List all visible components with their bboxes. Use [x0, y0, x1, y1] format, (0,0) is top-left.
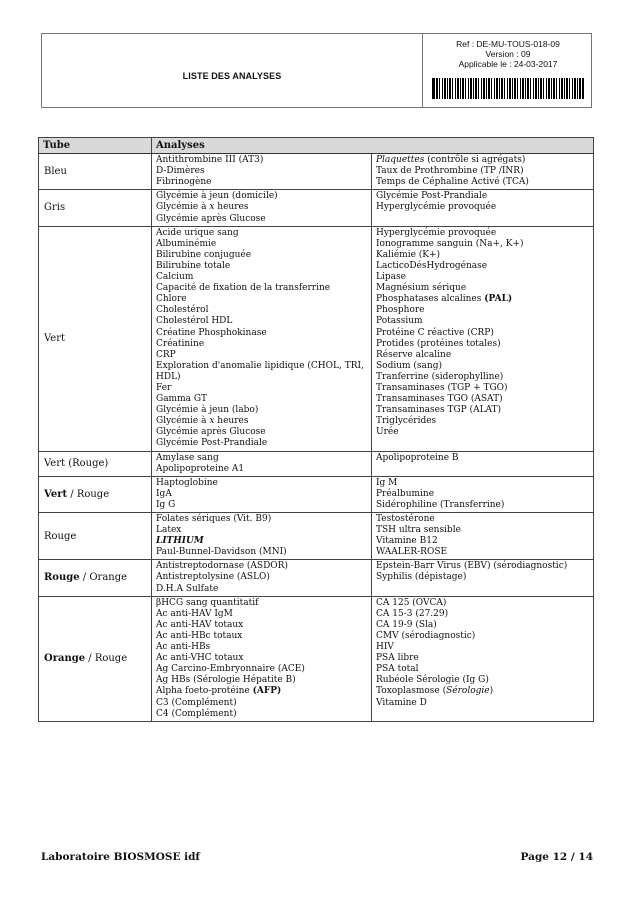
analysis-item: Phosphore: [376, 305, 425, 316]
analysis-item: Ionogramme sanguin (Na+, K+): [376, 238, 524, 249]
barcode-image: [432, 78, 584, 99]
analysis-item: LITHIUM: [156, 536, 204, 547]
analysis-item: Cholestérol HDL: [156, 316, 233, 327]
analysis-item: Bilirubine conjuguée: [156, 249, 252, 260]
analysis-item: Ac anti-VHC totaux: [156, 653, 244, 664]
table-row: [39, 513, 594, 560]
analysis-item: Ag HBs (Sérologie Hépatite B): [156, 675, 296, 686]
analysis-item: Taux de Prothrombine (TP /INR): [376, 166, 524, 177]
analysis-item: HIV: [376, 642, 394, 653]
analysis-item: Alpha foeto-protéine (AFP): [156, 686, 282, 697]
analysis-item: Gamma GT: [156, 394, 208, 405]
analysis-item: LacticoDésHydrogénase: [376, 260, 488, 271]
analysis-item-emphasis: [376, 155, 525, 165]
analysis-item: Cholestérol: [156, 305, 209, 316]
analysis-item: βHCG sang quantitatif: [156, 597, 259, 608]
laboratory-name: Laboratoire BIOSMOSE idf: [41, 851, 200, 863]
tube-primary: Rouge: [44, 572, 80, 584]
analyses-cell-left: [152, 190, 372, 226]
analysis-item: Amylase sang: [156, 452, 219, 463]
analysis-item: Albuminémie: [156, 238, 217, 249]
analysis-item: Acide urique sang: [156, 227, 239, 238]
analysis-item: Epstein-Barr Virus (EBV) (sérodiagnostic): [376, 561, 568, 572]
analysis-item: Protides (protéines totales): [376, 338, 501, 349]
table-row: [39, 476, 594, 512]
reference-number: Ref : DE-MU-TOUS-018-09: [456, 39, 560, 49]
analysis-item: Ac anti-HBs: [156, 642, 211, 653]
analysis-item: Vitamine D: [376, 697, 427, 708]
analyses-cell-right: [372, 476, 594, 512]
analyses-cell-right: [372, 560, 594, 596]
analysis-item: C3 (Complément): [156, 697, 237, 708]
analysis-item: Syphilis (dépistage): [376, 572, 467, 583]
tube-cell: Vert (Rouge): [39, 451, 152, 476]
analysis-item: Hyperglycémie provoquée: [376, 227, 497, 238]
tube-primary: Orange: [44, 653, 86, 665]
analysis-item: Exploration d'anomalie lipidique (CHOL, TRI,: [156, 360, 364, 371]
analysis-item: Chlore: [156, 294, 187, 305]
analyses-table: [38, 137, 594, 722]
analysis-item: Fibrinogène: [156, 177, 212, 188]
analysis-item: Ac anti-HAV IgM: [156, 608, 233, 619]
table-row: [39, 154, 594, 190]
analysis-item: CA 125 (OVCA): [376, 597, 447, 608]
analysis-item: Temps de Céphaline Activé (TCA): [376, 177, 529, 188]
analysis-item-emphasis: x: [209, 416, 215, 427]
analysis-item: WAALER-ROSE: [376, 547, 448, 558]
analysis-item: Glycémie après Glucose: [156, 213, 266, 224]
analysis-item: Glycémie à x heures: [156, 416, 249, 427]
analysis-item: IgA: [156, 488, 172, 499]
analysis-item: Bilirubine totale: [156, 260, 231, 271]
analyses-cell-left: [152, 560, 372, 596]
analysis-item: Préalbumine: [376, 488, 435, 499]
table-row: [39, 226, 594, 451]
analysis-item: Ag Carcino-Embryonnaire (ACE): [156, 664, 305, 675]
analysis-item: CMV (sérodiagnostic): [376, 630, 476, 641]
analysis-item: Créatinine: [156, 338, 205, 349]
table-row: [39, 451, 594, 476]
analyses-cell-left: [152, 451, 372, 476]
document-title: LISTE DES ANALYSES: [182, 70, 282, 81]
analysis-item: Glycémie à x heures: [156, 202, 249, 213]
tube-primary: Vert: [44, 488, 68, 500]
analysis-item: Folates sériques (Vit. B9): [156, 514, 272, 524]
analysis-item: Paul-Bunnel-Davidson (MNI): [156, 547, 287, 558]
analysis-item: Testostérone: [376, 514, 435, 524]
column-header-tube: Tube: [39, 138, 152, 154]
analysis-item: Apolipoproteine B: [376, 452, 459, 463]
analysis-item: CRP: [156, 349, 176, 360]
analyses-cell-right: [372, 190, 594, 226]
analysis-item: Antistreptodornase (ASDOR): [156, 561, 288, 572]
tube-cell: Gris: [39, 190, 152, 226]
table-row: [39, 596, 594, 721]
analysis-item: Réserve alcaline: [376, 349, 452, 360]
analysis-item: Potassium: [376, 316, 423, 327]
analyses-cell-right: [372, 154, 594, 190]
analysis-item: Antithrombine III (AT3): [156, 155, 264, 166]
analysis-item: Triglycérides: [376, 416, 437, 427]
analysis-item: Magnésium sérique: [376, 283, 467, 294]
analysis-item: Ac anti-HAV totaux: [156, 619, 244, 630]
analysis-item: Ig M: [376, 477, 398, 488]
analysis-item: Transaminases (TGP + TGO): [376, 382, 508, 393]
analysis-item: Toxoplasmose (Sérologie): [376, 686, 494, 697]
analysis-item: Haptoglobine: [156, 477, 218, 488]
analysis-item: Glycémie après Glucose: [156, 427, 266, 438]
analysis-item: Rubéole Sérologie (Ig G): [376, 675, 489, 686]
table-row: [39, 190, 594, 226]
analysis-item-emphasis-word: Plaquettes: [376, 155, 425, 166]
analysis-item: Transaminases TGP (ALAT): [376, 405, 502, 416]
analysis-item: Transaminases TGO (ASAT): [376, 394, 503, 405]
analysis-item: Latex: [156, 525, 182, 536]
analysis-item: Kaliémie (K+): [376, 249, 441, 260]
analysis-item: Glycémie Post-Prandiale: [376, 191, 488, 202]
tube-cell: [39, 560, 152, 596]
analysis-item: CA 19-9 (Sla): [376, 619, 437, 630]
analysis-item: Ac anti-HBc totaux: [156, 630, 243, 641]
analysis-item: Sodium (sang): [376, 360, 442, 371]
analysis-item: PSA total: [376, 664, 419, 675]
analysis-item: Protéine C réactive (CRP): [376, 327, 494, 338]
analysis-item-rest: (contrôle si agrégats): [424, 155, 526, 166]
analyses-cell-left: [152, 513, 372, 560]
applicable-date: Applicable le : 24-03-2017: [458, 59, 558, 69]
tube-cell: [39, 476, 152, 512]
analysis-item: Glycémie à jeun (domicile): [156, 191, 278, 202]
analysis-item: Calcium: [156, 272, 194, 283]
analyses-cell-right: [372, 513, 594, 560]
analysis-item: PSA libre: [376, 653, 419, 664]
version-number: Version : 09: [485, 49, 531, 59]
tube-cell: Vert: [39, 226, 152, 451]
analysis-item: D.H.A Sulfate: [156, 583, 219, 594]
analysis-item: Phosphatases alcalines (PAL): [376, 294, 513, 305]
tube-secondary: / Rouge: [67, 488, 110, 500]
table-header-row: [39, 138, 594, 154]
analyses-cell-left: [152, 476, 372, 512]
tube-secondary: / Orange: [79, 572, 128, 584]
tube-secondary: / Rouge: [85, 653, 128, 665]
analysis-item: C4 (Complément): [156, 708, 237, 719]
analysis-item: Antistreptolysine (ASLO): [156, 572, 270, 583]
analysis-item: Lipase: [376, 272, 406, 283]
document-header: [41, 33, 592, 108]
table-row: [39, 560, 594, 596]
analyses-cell-right: [372, 451, 594, 476]
analysis-item-emphasis: (PAL): [484, 294, 513, 305]
analyses-cell-left: [152, 596, 372, 721]
tube-cell: [39, 596, 152, 721]
analysis-item: Glycémie à jeun (labo): [156, 405, 259, 416]
analysis-item: Ig G: [156, 499, 176, 510]
analysis-item: D-Dimères: [156, 166, 205, 177]
column-header-analyses: Analyses: [152, 138, 594, 154]
analysis-item: Créatine Phosphokinase: [156, 327, 267, 338]
analyses-cell-left: [152, 154, 372, 190]
analysis-item: [376, 155, 590, 166]
analysis-item-emphasis: x: [209, 202, 215, 213]
analysis-item: Sidérophiline (Transferrine): [376, 499, 505, 510]
document-reference-block: [422, 34, 593, 107]
page-number: Page 12 / 14: [520, 851, 593, 863]
tube-cell: Bleu: [39, 154, 152, 190]
analysis-item: Tranferrine (siderophylline): [376, 371, 504, 382]
analysis-item: Capacité de fixation de la transferrine: [156, 283, 331, 294]
analysis-item: Glycémie Post-Prandiale: [156, 438, 268, 449]
analysis-item: Vitamine B12: [376, 536, 438, 547]
analysis-item: CA 15-3 (27.29): [376, 608, 449, 619]
analysis-item: TSH ultra sensible: [376, 525, 461, 536]
analysis-item: Hyperglycémie provoquée: [376, 202, 497, 213]
analysis-item-emphasis: Sérologie: [446, 686, 490, 697]
analysis-item: Fer: [156, 382, 172, 393]
analysis-item: HDL): [156, 371, 181, 382]
analysis-item: Apolipoproteine A1: [156, 463, 245, 474]
analyses-cell-right: [372, 596, 594, 721]
analysis-item-emphasis: (AFP): [252, 686, 282, 697]
tube-cell: Rouge: [39, 513, 152, 560]
analyses-cell-left: [152, 226, 372, 451]
analyses-cell-right: [372, 226, 594, 451]
analysis-item: Urée: [376, 427, 399, 438]
